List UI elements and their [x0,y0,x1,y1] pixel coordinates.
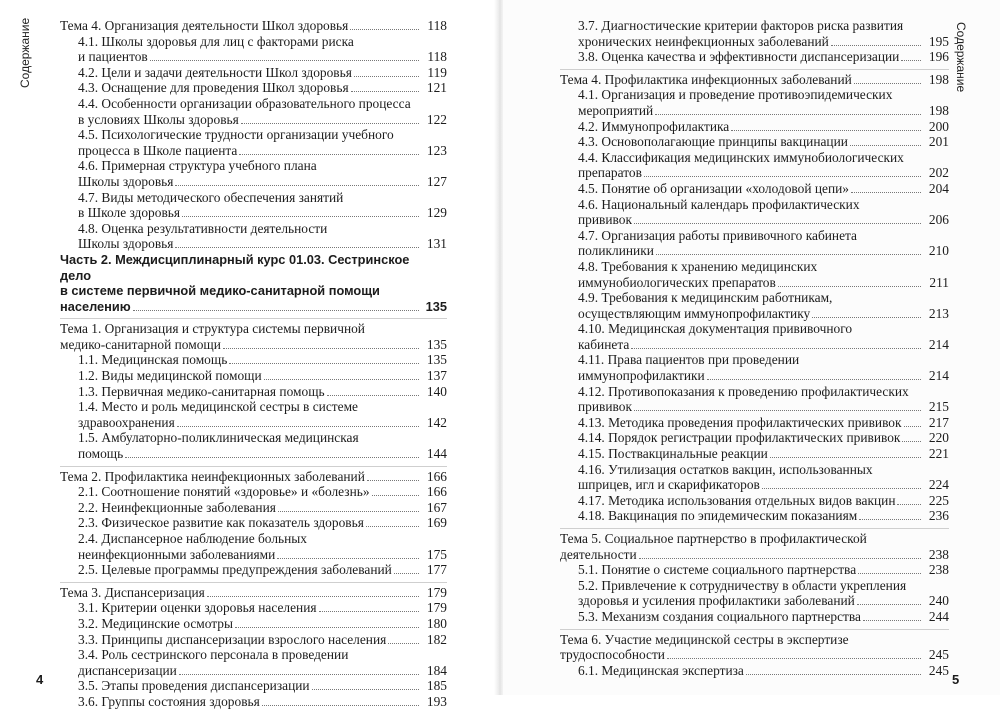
toc-leader [656,253,921,255]
toc-entry-title: в условиях Школы здоровья [78,111,239,127]
running-head-left: Содержание [18,17,32,88]
toc-leader [262,704,419,706]
toc-leader [241,122,419,124]
toc-entry [60,531,447,547]
toc-leader [770,456,921,458]
toc-entry [560,663,949,679]
toc-entry-page: 137 [426,368,447,384]
page-number-left: 4 [36,672,44,687]
toc-entry-title: 4.5. Психологические трудности организации учебного [78,127,394,143]
toc-entry-page: 184 [426,662,447,678]
toc-entry-title: 4.16. Утилизация остатков вакцин, использованных [578,461,873,477]
toc-entry-page: 121 [426,80,447,96]
toc-leader [644,175,921,177]
toc-entry [560,384,949,400]
toc-entry [560,243,949,259]
toc-entry-title: 4.4. Особенности организации образовательного процесса [78,95,411,111]
toc-entry [60,647,447,663]
toc-entry-page: 179 [426,600,447,616]
toc-leader [631,347,921,349]
toc-entry [560,477,949,493]
toc-entry [560,197,949,213]
toc-entry-title: Тема 1. Организация и структура системы первичной [60,321,365,337]
toc-leader [901,59,921,61]
toc-entry [560,446,949,462]
toc-leader [388,642,419,644]
toc-entry-title: 4.12. Противопоказания к проведению профилактических [578,383,909,399]
toc-entry-page: 122 [426,111,447,127]
toc-entry-title: 3.2. Медицинские осмотры [78,615,233,631]
toc-leader [179,673,419,675]
toc-entry-page: 204 [928,180,949,196]
toc-leader [182,215,419,217]
toc-entry [560,321,949,337]
toc-entry [560,593,949,609]
toc-entry [60,236,447,252]
toc-entry-title: Школы здоровья [78,173,174,189]
toc-entry [60,446,447,462]
toc-entry-page: 144 [426,446,447,462]
toc-entry-title: 3.6. Группы состояния здоровья [78,693,260,709]
toc-entry [60,678,447,694]
toc-leader [319,610,419,612]
toc-leader [175,246,419,248]
toc-entry-title: 4.6. Примерная структура учебного плана [78,158,317,174]
toc-entry [560,430,949,446]
toc-entry-title: 3.3. Принципы диспансеризации взрослого населения [78,631,387,647]
toc-leader [175,184,419,186]
toc-leader [207,595,419,597]
toc-leader [312,688,419,690]
toc-entry [560,528,949,547]
toc-entry-title: в Школе здоровья [78,205,181,221]
toc-entry [60,252,447,283]
toc-entry [560,493,949,509]
toc-leader [366,525,419,527]
toc-leader [239,153,419,155]
toc-leader [223,347,419,349]
toc-entry [60,205,447,221]
toc-entry-title: 4.15. Поствакцинальные реакции [578,446,768,462]
toc-entry-page: 135 [425,298,447,314]
toc-leader [904,425,921,427]
toc-entry-page: 238 [928,546,949,562]
toc-entry-title: 4.7. Виды методического обеспечения занятий [78,189,344,205]
toc-entry-title: 4.1. Организация и проведение противоэпидемических [578,87,893,103]
toc-entry-title: диспансеризации [78,662,177,678]
toc-entry-page: 169 [426,515,447,531]
toc-entry-title: здравоохранения [78,414,175,430]
toc-entry-title: 4.6. Национальный календарь профилактических [578,196,860,212]
toc-entry-page: 210 [928,243,949,259]
toc-entry-title: Часть 2. Междисциплинарный курс 01.03. Сестринское дело [60,251,410,283]
toc-entry [60,384,447,400]
toc-entry [560,165,949,181]
toc-entry-title: 1.2. Виды медицинской помощи [78,368,262,384]
toc-entry-title: 1.4. Место и роль медицинской сестры в системе [78,399,358,415]
toc-leader [897,503,921,505]
toc-entry-page: 118 [427,49,447,65]
toc-entry-title: 4.13. Методика проведения профилактических прививок [578,414,902,430]
toc-entry [60,632,447,648]
toc-entry [560,212,949,228]
toc-leader [634,409,921,411]
toc-entry-title: поликлиники [578,243,654,259]
toc-entry [560,547,949,563]
toc-leader [731,129,921,131]
toc-entry-page: 118 [427,18,447,33]
toc-leader [351,90,419,92]
toc-entry [60,174,447,190]
toc-right [560,18,949,678]
toc-leader [177,425,419,427]
toc-entry [60,582,447,601]
toc-entry [60,18,447,34]
toc-entry-title: хронических неинфекционных заболеваний [578,33,829,49]
toc-entry [560,150,949,166]
toc-entry-page: 182 [426,631,447,647]
toc-entry-title: 4.10. Медицинская документация прививочного [578,321,853,337]
toc-leader [812,316,921,318]
toc-entry-page: 195 [928,33,949,49]
toc-entry-title: 4.17. Методика использования отдельных видов вакцин [578,492,896,508]
toc-leader [354,75,419,77]
toc-entry-title: Тема 3. Диспансеризация [60,584,205,600]
toc-entry-title: медико-санитарной помощи [60,336,221,352]
toc-entry [560,578,949,594]
toc-entry [60,96,447,112]
toc-entry-title: 4.2. Иммунопрофилактика [578,118,730,134]
toc-entry-title: 4.9. Требования к медицинским работникам, [578,290,833,306]
toc-entry-page: 244 [928,608,949,624]
toc-entry-title: 4.14. Порядок регистрации профилактических прививок [578,430,901,446]
toc-leader [851,191,921,193]
toc-entry-page: 177 [426,562,447,578]
toc-entry-title: 4.3. Основополагающие принципы вакцинации [578,134,848,150]
toc-entry-title: 4.2. Цели и задачи деятельности Школ здоровья [78,64,352,80]
toc-entry-title: помощь [78,446,124,462]
toc-entry-title: 3.1. Критерии оценки здоровья населения [78,600,317,616]
toc-entry [560,259,949,275]
toc-entry [60,337,447,353]
toc-entry-title: 6.1. Медицинская экспертиза [578,662,744,678]
toc-entry [60,547,447,563]
toc-entry [560,69,949,88]
toc-entry-page: 196 [928,49,949,65]
toc-leader [762,487,921,489]
toc-leader [857,603,921,605]
toc-entry-page: 180 [426,615,447,631]
toc-entry-page: 240 [928,593,949,609]
toc-entry-title: 4.1. Школы здоровья для лиц с факторами риска [78,33,354,49]
toc-entry [560,181,949,197]
toc-entry [60,694,447,710]
toc-entry-title: прививок [578,212,632,228]
toc-entry-title: Тема 5. Социальное партнерство в профилактической [560,531,867,546]
toc-entry-title: 1.3. Первичная медико-санитарная помощь [78,383,325,399]
toc-entry [60,430,447,446]
toc-entry-title: 3.4. Роль сестринского персонала в проведении [78,647,349,663]
toc-entry [60,190,447,206]
toc-leader [394,572,419,574]
toc-entry-title: 2.5. Целевые программы предупреждения заболеваний [78,562,392,578]
toc-entry [60,127,447,143]
toc-entry [60,221,447,237]
toc-entry-page: 140 [426,383,447,399]
toc-entry-title: здоровья и усиления профилактики заболеваний [578,593,855,609]
toc-entry-title: 5.3. Механизм создания социального партнерства [578,608,861,624]
toc-entry [60,318,447,337]
toc-entry-page: 211 [929,274,949,290]
toc-entry [560,368,949,384]
toc-leader [350,28,419,30]
toc-leader [634,222,921,224]
toc-entry [560,562,949,578]
toc-entry [60,80,447,96]
toc-entry-page: 131 [426,236,447,252]
toc-entry-page: 202 [928,165,949,181]
toc-entry-page: 185 [426,678,447,694]
toc-entry [60,600,447,616]
toc-entry-page: 201 [928,134,949,150]
toc-leader [854,82,921,84]
toc-leader [278,510,419,512]
toc-entry [60,500,447,516]
toc-entry-page: 214 [928,368,949,384]
toc-entry-page: 220 [928,430,949,446]
running-head-right: Содержание [954,22,968,93]
toc-entry [560,306,949,322]
toc-entry-title: иммунопрофилактики [578,368,705,384]
toc-entry-page: 135 [426,352,447,368]
toc-entry [60,562,447,578]
toc-entry-title: кабинета [578,336,630,352]
toc-entry-title: трудоспособности [560,647,665,663]
toc-entry [560,629,949,648]
toc-entry [60,399,447,415]
toc-entry [560,134,949,150]
toc-entry-title: шприцев, игл и скарификаторов [578,477,760,493]
toc-entry-title: прививок [578,399,632,415]
toc-entry-title: Тема 4. Организация деятельности Школ здоровья [60,18,349,33]
toc-entry [60,112,447,128]
toc-entry-title: 4.5. Понятие об организации «холодовой цепи» [578,180,850,196]
toc-entry [60,283,447,314]
toc-entry [60,415,447,431]
toc-leader [133,309,419,311]
toc-entry-title: Тема 6. Участие медицинской сестры в экспертизе [560,631,849,647]
toc-entry-title: 4.8. Оценка результативности деятельности [78,220,328,236]
toc-entry [560,462,949,478]
toc-entry [60,484,447,500]
toc-entry [560,49,949,65]
toc-entry [60,143,447,159]
toc-entry-page: 198 [928,71,949,87]
toc-entry-title: в системе первичной медико-санитарной помощи населению [60,283,380,314]
toc-entry [560,18,949,34]
toc-entry [560,337,949,353]
toc-entry-title: 1.5. Амбулаторно-поликлиническая медицинская [78,430,359,446]
toc-leader [778,285,921,287]
toc-entry-title: и пациентов [78,49,148,65]
toc-entry [60,49,447,65]
toc-entry [560,103,949,119]
toc-entry [560,275,949,291]
toc-entry-title: 4.8. Требования к хранению медицинских [578,258,818,274]
toc-leader [902,440,921,442]
toc-leader [667,657,921,659]
toc-entry-page: 179 [426,584,447,600]
toc-entry-page: 142 [426,414,447,430]
toc-entry-title: 4.11. Права пациентов при проведении [578,352,800,368]
toc-entry-page: 245 [928,647,949,663]
toc-entry-page: 193 [426,693,447,709]
toc-entry-page: 166 [426,468,447,484]
toc-leader [125,456,419,458]
toc-entry-page: 215 [928,399,949,415]
toc-entry [60,616,447,632]
toc-entry [560,34,949,50]
toc-entry-title: процесса в Школе пациента [78,142,238,158]
toc-entry [60,466,447,485]
toc-entry [60,158,447,174]
toc-entry [60,663,447,679]
toc-entry-page: 236 [928,508,949,524]
toc-entry-title: препаратов [578,165,642,181]
toc-entry-page: 238 [928,562,949,578]
toc-leader [655,113,921,115]
toc-entry-page: 200 [928,118,949,134]
page-number-right: 5 [952,672,960,687]
toc-entry [60,352,447,368]
toc-entry-page: 119 [427,64,447,80]
toc-entry-title: 1.1. Медицинская помощь [78,352,228,368]
toc-entry [560,228,949,244]
toc-entry-title: 3.5. Этапы проведения диспансеризации [78,678,310,694]
toc-entry [60,34,447,50]
toc-entry [560,415,949,431]
toc-leader [277,557,419,559]
toc-entry-page: 225 [928,492,949,508]
toc-entry-title: 4.3. Оснащение для проведения Школ здоровья [78,80,349,96]
toc-entry-page: 214 [928,336,949,352]
toc-entry [560,87,949,103]
toc-leader [150,59,419,61]
toc-leader [229,362,419,364]
toc-entry-title: 2.2. Неинфекционные заболевания [78,499,276,515]
toc-entry-title: 3.7. Диагностические критерии факторов риска развития [578,18,904,33]
toc-entry-page: 206 [928,212,949,228]
toc-leader [235,626,419,628]
toc-entry-page: 213 [928,305,949,321]
toc-entry-title: Школы здоровья [78,236,174,252]
toc-entry-page: 221 [928,446,949,462]
toc-entry-title: деятельности [560,546,637,562]
toc-entry [560,119,949,135]
toc-leader [850,144,921,146]
toc-entry [60,515,447,531]
toc-leader [639,557,921,559]
toc-entry-page: 245 [928,662,949,678]
toc-entry-page: 224 [928,477,949,493]
toc-entry-page: 217 [928,414,949,430]
toc-entry-page: 175 [426,546,447,562]
toc-entry-title: осуществляющим иммунопрофилактику [578,305,811,321]
toc-entry [560,399,949,415]
toc-leader [831,44,921,46]
toc-entry-title: 2.4. Диспансерное наблюдение больных [78,531,307,546]
toc-entry-page: 127 [426,173,447,189]
toc-entry-title: 5.2. Привлечение к сотрудничеству в области укрепления [578,577,907,593]
toc-leader [707,378,921,380]
toc-entry-page: 123 [426,142,447,158]
toc-entry-page: 135 [426,336,447,352]
toc-entry [560,609,949,625]
toc-entry [60,368,447,384]
toc-entry-title: Тема 2. Профилактика неинфекционных заболеваний [60,468,365,484]
toc-entry [560,290,949,306]
toc-entry-title: иммунобиологических препаратов [578,274,776,290]
toc-entry-page: 129 [426,205,447,221]
toc-entry-title: мероприятий [578,102,654,118]
toc-leader [367,479,419,481]
toc-entry-page: 167 [426,499,447,515]
toc-entry-page: 166 [426,484,447,500]
toc-entry-title: 2.3. Физическое развитие как показатель здоровья [78,515,364,531]
toc-entry-title: 3.8. Оценка качества и эффективности диспансеризации [578,49,900,65]
toc-entry-title: 5.1. Понятие о системе социального партнерства [578,562,857,578]
toc-leader [863,619,921,621]
toc-entry-page: 198 [928,102,949,118]
toc-leader [859,518,921,520]
toc-left [60,18,447,710]
toc-entry-title: неинфекционными заболеваниями [78,546,276,562]
toc-entry [60,65,447,81]
toc-entry [560,352,949,368]
toc-entry [560,508,949,524]
toc-leader [327,394,419,396]
toc-entry-title: 4.7. Организация работы прививочного кабинета [578,227,857,243]
toc-leader [858,572,921,574]
toc-entry-title: 2.1. Соотношение понятий «здоровье» и «болезнь» [78,484,370,500]
toc-leader [746,673,921,675]
toc-entry-title: 4.4. Классификация медицинских иммунобиологических [578,149,904,165]
toc-entry-title: Тема 4. Профилактика инфекционных заболеваний [560,71,852,87]
left-page [0,0,497,709]
toc-leader [372,494,419,496]
toc-entry [560,647,949,663]
toc-entry-title: 4.18. Вакцинация по эпидемическим показаниям [578,508,858,524]
toc-leader [264,378,419,380]
